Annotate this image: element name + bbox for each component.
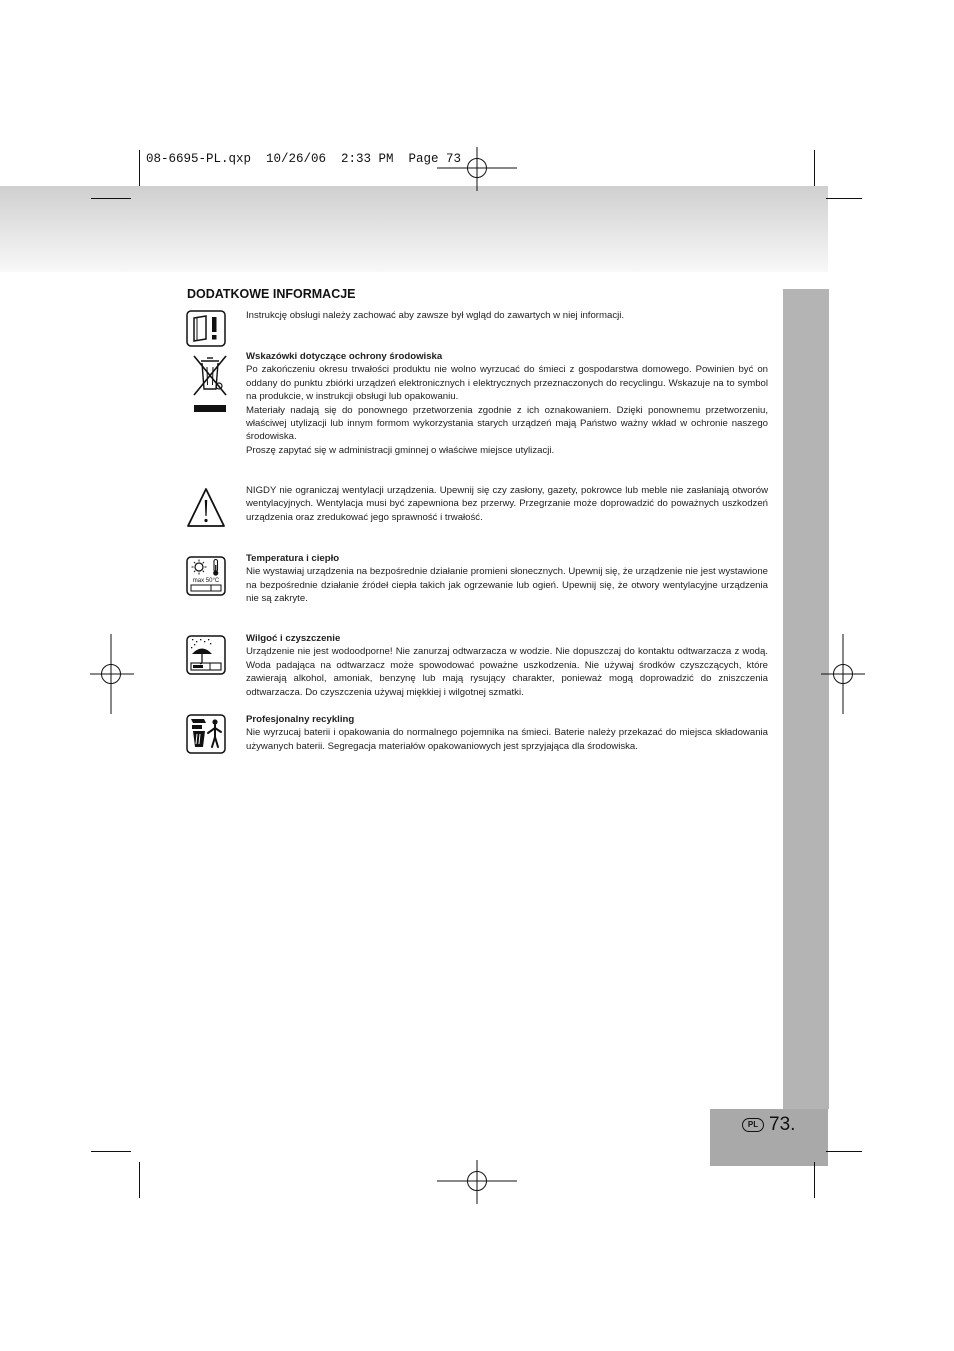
registration-mark-left [90,634,134,714]
crop-mark [814,150,815,186]
paragraph: Instrukcję obsługi należy zachować aby zawsze był wgląd do zawartych w niej informacji. [246,310,625,321]
item-heading: Profesjonalny recykling [246,714,355,725]
crop-mark [91,1151,131,1152]
registration-mark-right [821,634,865,714]
temperature-label: max 50°C [192,578,220,584]
crop-mark [826,1151,862,1152]
item-manual-text [246,309,768,322]
item-heading: Temperatura i ciepło [246,553,340,564]
page-number [742,1114,795,1136]
item-moisture-text [246,632,768,699]
section-title: DODATKOWE INFORMACJE [187,287,356,301]
paragraph: Proszę zapytać się w administracji gminnej o właściwe miejsce utylizacji. [246,444,555,456]
recycling-icon [186,714,226,754]
print-slug: 08-6695-PL.qxp 10/26/06 2:33 PM Page 73 [146,152,462,166]
item-heading: Wskazówki dotyczące ochrony środowiska [246,351,443,362]
crop-mark [91,198,131,199]
paragraph: Nie wystawiaj urządzenia na bezpośrednie działanie promieni słonecznych. Upewnij się, że urządzenie nie jest wystawione na bezpośrednie działanie źródeł ciepła takich jak ogrzewanie lub ogień. Upewnij się, że otwory wentylacyjne urządzenia nie są zakryte. [246,566,768,605]
crop-mark [814,1162,815,1198]
temperature-icon [186,556,226,596]
item-heading: Wilgoć i czyszczenie [246,633,341,644]
item-environment-text [246,350,768,457]
item-temperature-text [246,552,768,606]
paragraph: Nie wyrzucaj baterii i opakowania do normalnego pojemnika na śmieci. Baterie należy przekazać do miejsca składowania używanych baterii. Segregacja materiałów opakowaniowych jest sprzyjająca dla środowiska. [246,727,768,752]
warning-triangle-icon [186,486,226,530]
registration-mark-top [437,147,517,191]
crossed-bin-icon [190,353,230,415]
paragraph: Materiały nadają się do ponownego przetworzenia zgodnie z ich oznakowaniem. Dzięki ponownemu przetworzeniu, właściwej utylizacji lub innym formom wykorzystania starych urządzeń mają Państwo ważny wkład w ochronie naszego środowiska. [246,404,768,443]
paragraph: Po zakończeniu okresu trwałości produktu nie wolno wyrzucać do śmieci z gospodarstwa domowego. Powinien być on oddany do punktu zbiórki urządzeń elektronicznych i elektrycznych przeznaczonych do recyclingu. Wskazuje na to symbol na produkcie, w instrukcji obsługi lub opakowaniu. [246,364,768,403]
page-number-value: 73. [769,1114,796,1135]
paragraph: NIGDY nie ograniczaj wentylacji urządzenia. Upewnij się czy zasłony, gazety, pokrowce lub meble nie zasłaniają otworów wentylacyjnych. Wentylacja musi być zapewniona bez przerwy. Przegrzanie może doprowadzić do poważnych uszkodzeń urządzenia oraz zredukować jego sprawność i trwałość. [246,485,768,523]
crop-mark [139,1162,140,1198]
language-badge: PL [742,1118,764,1132]
crop-mark [826,198,862,199]
item-recycling-text [246,713,768,753]
registration-mark-bottom [437,1160,517,1204]
moisture-icon [186,635,226,675]
item-ventilation-text [246,484,768,524]
paragraph: Urządzenie nie jest wodoodporne! Nie zanurzaj odtwarzacza w wodzie. Nie dopuszczaj do kontaktu odtwarzacza z wodą. Woda padająca na odtwarzacz może spowodować poważne uszkodzenia. Nie używaj środków czyszczących, które zawierają alkohol, amoniak, benzynę lub mają rysujący charakter, ponieważ mogą doprowadzić do zniszczenia odtwarzacza. Do czyszczenia używaj miękkiej i wilgotnej szmatki. [246,646,768,698]
manual-warning-icon [186,309,226,349]
crop-mark [139,150,140,186]
